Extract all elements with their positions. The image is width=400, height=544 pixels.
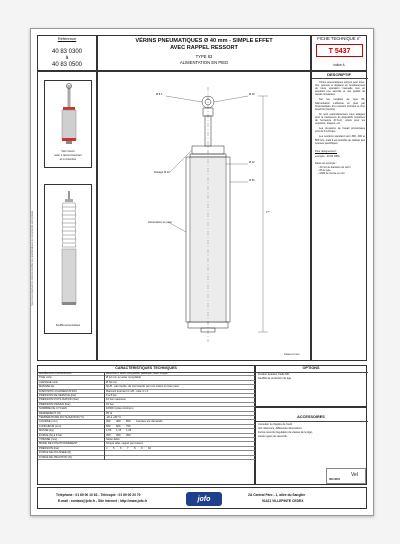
characteristics-row-value: 15 bar [106, 402, 114, 406]
cert-label: ISO 9001 [329, 478, 340, 481]
feed-label: Alimentation en pied [148, 221, 172, 224]
mode-label: MODE DE FONCTIONNEMENT [39, 442, 78, 446]
characteristics-title: CARACTÉRISTIQUES TECHNIQUES [115, 366, 177, 370]
type-line: TYPE 83 [195, 54, 213, 59]
characteristics-row-label: MANIVELLE [39, 385, 55, 389]
characteristics-row-label: PRESSION DE SERVICE (bar) [39, 394, 77, 397]
fiche-number: T 5437 [328, 48, 351, 55]
characteristics-row-label: MATÉRIAUX PRINCIPAUX [39, 372, 72, 375]
page-title: VÉRINS PNEUMATIQUES Ø 40 mm - SIMPLE EFFET [135, 38, 273, 44]
desc-option-1: - 40 mm le diamètre du vérin [318, 165, 351, 169]
footer-address-2: 91421 VILLEPINTE CEDEX [262, 499, 304, 503]
stroke-note: Courses sur demande [136, 420, 163, 424]
characteristics-row-value: Ø 12 mm en acier inoxydable [106, 376, 141, 380]
mass-label: MASSE (kg) [39, 429, 54, 433]
fiche-number-box [316, 44, 363, 57]
photo-frame-2 [44, 184, 92, 334]
pressure-1: 4 [106, 446, 108, 450]
footer-address-1: ZA Central Parc - 1, allée du Sanglier [248, 493, 306, 497]
accessories-line-1: Consulter le chapitre de l'outil. [258, 423, 293, 426]
length-2: 600 [116, 424, 121, 428]
edition-label: indice A [333, 63, 345, 67]
characteristics-row-label: PRESSION D'UTILISATION (bar) [39, 398, 79, 402]
pressure-7: 10 [148, 446, 151, 450]
pull-force-row [38, 456, 256, 460]
description-body [315, 81, 365, 175]
force-2: 450 [116, 433, 121, 437]
desc-para-4: Les pressions de travail préconisées sont de 6 à 8 bars. [315, 127, 365, 134]
cylinder-photo-image [46, 82, 92, 148]
photo-caption-1b: avec 1 raccord tournant [54, 154, 82, 157]
legal-side-text: Nous nous réservons le droit de modifier les caractéristiques de nos produits sans préavis [30, 210, 34, 306]
pressure-3: 6 [120, 446, 122, 450]
characteristics-table [37, 365, 255, 485]
desc-para-1: Vérins pneumatiques conçus pour lever, tirer, pousser et déplacer en remplacement de toute opération manuelle tout en assurant une sécurité et une qualité de travail constantes. [315, 81, 365, 97]
length-3: 700 [126, 424, 131, 428]
footer-email: E-mail : contact@jofo.fr - Site Internet : http://www.jofo.fr [58, 499, 147, 503]
desc-para-5: Les sections standard sont 300, 400 et 500 mm, mais il est possible de réaliser des courses spécifiques. [315, 135, 365, 145]
drawing-area [97, 71, 311, 361]
dim-eye-label: Ø 8.1 [156, 93, 163, 96]
characteristics-row-value: Ø 40 mm [106, 380, 118, 384]
mass-2: 1,15 [116, 429, 122, 433]
pressure-6: 9 [141, 446, 143, 450]
characteristics-row-label: TEMPÉRATURE D'UTILISATION (°C) [39, 416, 85, 419]
desc-option-3: - 0300 la course en mm [318, 172, 345, 176]
characteristics-row-value: 6 à 8 bar [106, 394, 117, 397]
photo-frame-1 [44, 80, 92, 168]
stroke-1: 300 [106, 420, 111, 424]
accessories-title: ACCESSOIRES [297, 415, 325, 419]
characteristics-row-label: NOMBRE DE CYCLES [39, 407, 67, 411]
force-label: FORCE (N) à 6 bar [39, 433, 62, 437]
characteristics-row-value: G1/8 - pas inertie, de commande par mot inséré en faux pied [106, 385, 179, 389]
dim-50-label: Ø 50 [249, 179, 255, 182]
cert-mark-text: Vel [351, 472, 358, 478]
desc-example-label: Pour désignement : [315, 149, 338, 153]
photo-caption-1c: et un bouchon [59, 158, 77, 161]
reference-from: 40 83 0300 [51, 49, 83, 55]
desc-para-2: Sur les modèles de type 83, l'alimentation s'effectue en pied par l'intermédiaire d'un raccord tournant et d'un bouchon (fournis). [315, 98, 365, 111]
brand-logo [186, 492, 222, 506]
dim-12-label: Ø 12 [249, 161, 255, 164]
force-3: 450 [126, 433, 131, 437]
accessories-panel [255, 407, 367, 485]
length-label-cell: LONGUEUR (mm) [39, 424, 62, 428]
datasheet-page [30, 28, 374, 516]
pressure-label: PRESSION (bar) [39, 446, 60, 450]
accessories-line-2: Voir référence, différentes dimensions. [258, 427, 303, 430]
stroke-label: COURSE (mm) [39, 420, 58, 424]
brand-logo-text: jofo [197, 495, 211, 503]
footer [37, 487, 367, 509]
characteristics-row-label: RENDEMENT (%) [39, 411, 61, 415]
pressure-4: 7 [127, 446, 129, 450]
desc-para-3: Ils sont particulièrement bien adaptés pour la manœuvre de dispositifs motorisés de fermeture (D.S.A), volets pour les exutoires, trappes, etc. [315, 112, 365, 126]
characteristics-row-value: 10000 cycles minimum [106, 407, 134, 411]
bellows-photo-image [46, 187, 92, 317]
length-label: L** [266, 211, 270, 214]
thread-label: Filetage M 10 [154, 171, 170, 174]
desc-option-2: - 83 le type [318, 169, 331, 173]
stroke-3: 500 [126, 420, 131, 424]
desc-options-title: Dans cet exemple : [315, 161, 337, 165]
left-panel [37, 71, 97, 361]
options-panel [255, 365, 367, 407]
pressure-2: 5 [113, 446, 115, 450]
reference-label: Référence [57, 36, 77, 41]
characteristics-row-value: Raccord tournant G 1/8 - tube 4 x 6 [106, 389, 149, 393]
push-force-label: FORCE DE POUSSÉE (N) [39, 451, 72, 455]
accessories-line-4: Autres types de raccords. [258, 435, 288, 438]
options-title: OPTIONS [302, 366, 320, 370]
feed-line: ALIMENTATION EN PIED [179, 60, 229, 65]
description-title: DESCRIPTIF [327, 72, 351, 77]
force-1: 450 [106, 433, 111, 437]
photo-caption-1a: Vérin fourni [61, 150, 75, 153]
speed-label: VITESSE (m/s) [39, 438, 58, 441]
characteristics-row-value: Aluminium, acier inoxydable, plastique, acier zingué [106, 372, 168, 375]
description-panel [311, 71, 367, 361]
dim-18-label: Ø 18 [249, 93, 255, 96]
characteristics-row-label: PRESSION D'ESSAI (bar) [39, 402, 71, 406]
reference-to-word: à [65, 55, 69, 61]
certification-mark [326, 468, 366, 484]
reference-box [37, 35, 97, 71]
reference-to: 40 83 0500 [51, 62, 83, 68]
pull-force-label: FORCE DE TRACTION (N) [39, 455, 72, 459]
pressure-5: 8 [134, 446, 136, 450]
speed-value: Selon débit [106, 438, 120, 441]
mass-3: 1,25 [126, 429, 132, 433]
options-line-2: Soufflet de protection de tige. [258, 377, 292, 380]
characteristics-row-value: 10 bar maximum [106, 398, 127, 402]
dims-note: Cotes en mm [284, 353, 300, 356]
options-line-1: Fixation épaulée, bielle M6, [258, 373, 290, 376]
stroke-2: 400 [116, 420, 121, 424]
characteristics-row-label: DISPOSITIF D'ALIMENTATION [39, 389, 77, 393]
cylinder-technical-drawing [98, 72, 310, 360]
photo-caption-2: Soufflet pneumatique [55, 324, 81, 327]
characteristics-row-value: -20 à +80 °C [106, 416, 122, 419]
fiche-box [311, 35, 367, 71]
page-subtitle: AVEC RAPPEL RESSORT [170, 45, 238, 51]
mode-value: Simple effet, rappel par ressort [106, 442, 143, 446]
fiche-label: FICHE TECHNIQUE n° [317, 36, 361, 41]
characteristics-row-label: ALÉSAGE vérin [39, 380, 59, 384]
mass-1: 1,05 [106, 429, 112, 433]
characteristics-row-label: TIGE vérin [39, 376, 52, 380]
characteristics-row-value: 95 % [106, 411, 113, 415]
title-box [97, 35, 311, 71]
desc-example: exemple : 40 83 0300 [315, 154, 340, 158]
footer-phone: Téléphone : 01 69 00 10 63 - Télécopie : 01 69 00 20 70 [56, 493, 141, 497]
length-1: 500 [106, 424, 111, 428]
accessories-line-3: Fermé ouverts (régulation de vitesse de la tige), [258, 431, 313, 434]
